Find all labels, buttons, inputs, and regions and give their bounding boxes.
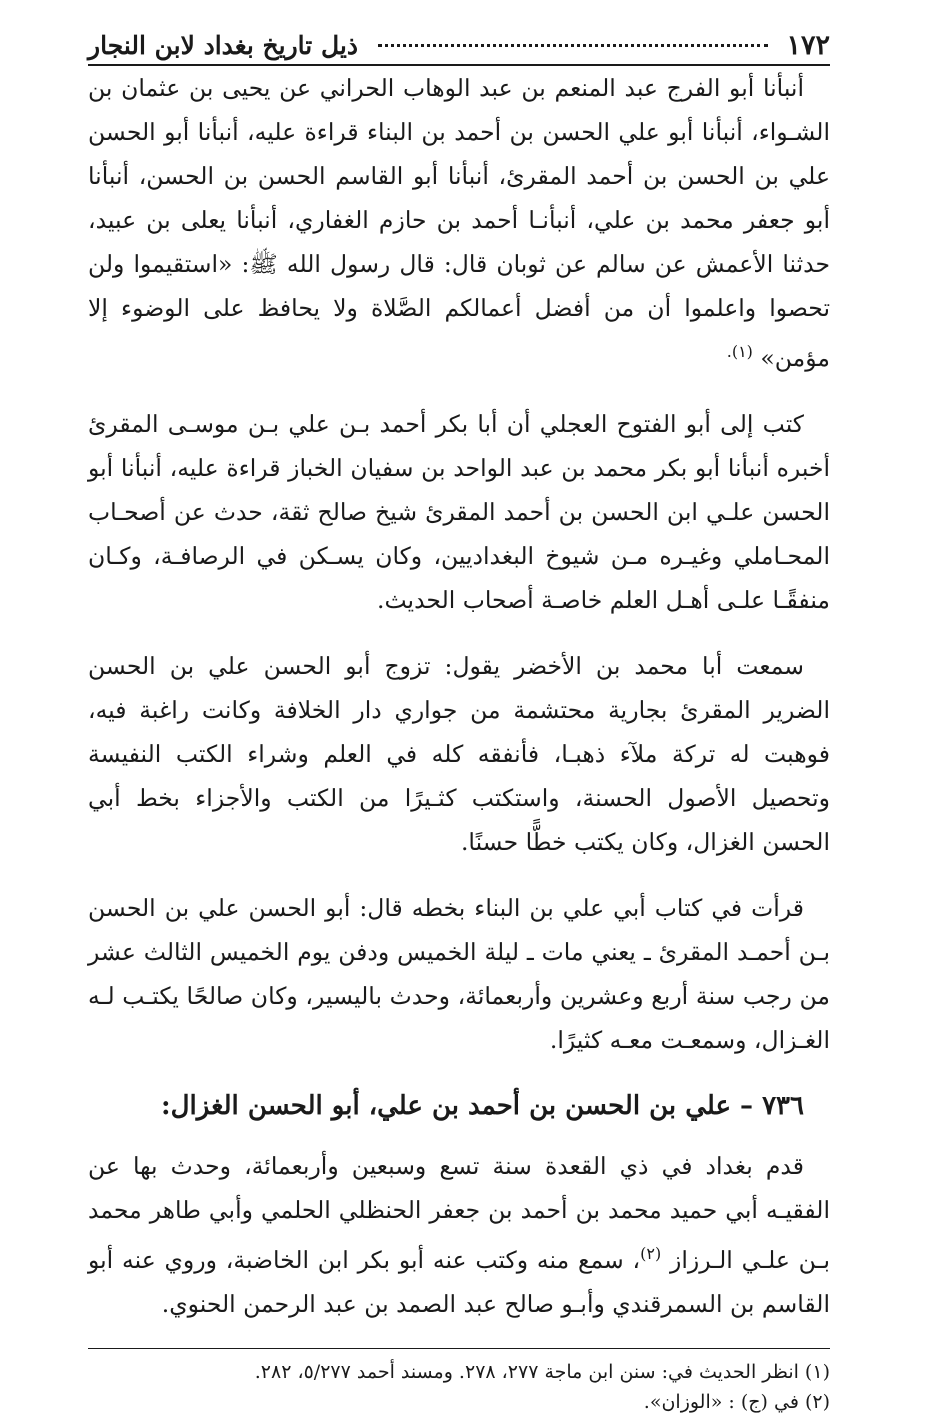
paragraph-abu-alfutuh	[88, 402, 830, 622]
header-dotted-leader	[378, 44, 768, 47]
paragraph-text: قرأت في كتاب أبي علي بن البناء بخطه قال: أبو الحسن علي بن الحسن بـن أحمـد المقرئ ـ يعني مات ـ ليلة الخميس ودفن يوم الخميس الثالث عشر من رجب سنة أربع وعشرين وأربعمائة، وحدث باليسير، وكان صالحًا يكتـب لـه الغـزال، وسمعـت معـه كثيرًا.	[88, 894, 830, 1054]
paragraph-hadith-chain	[88, 66, 830, 380]
page-header	[88, 28, 830, 66]
footnote-1: (١) انظر الحديث في: سنن ابن ماجة ٢٧٧، ٢٧٨. ومسند أحمد ٥/٢٧٧، ٢٨٢.	[254, 1361, 830, 1383]
paragraph-text: أنبأنا أبو الفرج عبد المنعم بن عبد الوهاب الحراني عن يحيى بن عثمان بن الشـواء، أنبأنا أبو علي الحسن بن أحمد بن البناء قراءة عليه، أنبأنا أبو الحسن علي بن الحسن بن أحمد المقرئ، أنبأنا أبو القاسم الحسن بن الحسن، أنبأنا أبو جعفر محمد بن علي، أنبأنـا أحمد بن حازم الغفاري، أنبأنا يعلى بن عبيد، حدثنا الأعمش عن سالم عن ثوبان قال: قال رسول الله ﷺ: «استقيموا ولن تحصوا واعلموا أن من أفضل أعمالكم الصَّلاة ولا يحافظ على الوضوء إلا مؤمن»	[88, 74, 830, 372]
paragraph-text-continued: ، سمع منه وكتب عنه أبو بكر ابن الخاضبة، وروي عنه أبو القاسم بن السمرقندي وأبـو صالح عبد الصمد بن عبد الرحمن الحنوي.	[88, 1246, 830, 1318]
paragraph-ibn-alakhdar	[88, 644, 830, 864]
paragraph-text: كتب إلى أبو الفتوح العجلي أن أبا بكر أحمد بـن علي بـن موسـى المقرئ أخبره أنبأنا أبو بكر محمد بن عبد الواحد بن سفيان الخباز قراءة عليه، أنبأنا أبو الحسن علـي ابن الحسن بن أحمد المقرئ شيخ صالح ثقة، حدث عن أصحـاب المحـاملي وغيـره مـن شيوخ البغداديين، وكان يسـكن في الرصافـة، وكـان منفقًـا علـى أهـل العلم خاصـة أصحاب الحديث.	[88, 410, 830, 614]
page-number: ١٧٢	[786, 30, 830, 61]
footnote-2: (٢) في (ج) : «الوزان».	[643, 1391, 830, 1413]
running-title: ذيل تاريخ بغداد لابن النجار	[88, 31, 358, 60]
paragraph-text: قدم بغداد في ذي القعدة سنة تسع وسبعين وأربعمائة، وحدث بها عن الفقيـه أبي حميد محمد بن أحمد بن جعفر الحنظلي الحلمي وأبي طاهر محمد بـن علـي الـرزاز	[88, 1152, 831, 1274]
paragraph-ibn-albanna	[88, 886, 830, 1062]
page-body	[88, 66, 830, 1417]
paragraph-text: سمعت أبا محمد بن الأخضر يقول: تزوج أبو الحسن علي بن الحسن الضرير المقرئ بجارية محتشمة من جواري دار الخلافة وكانت راغبة فيه، فوهبت له تركة ملآء ذهبـا، فأنفقه كله في العلم وشراء الكتب النفيسة وتحصيل الأصول الحسنة، واستكتب كثـيرًا من الكتب والأجزاء بخط أبي الحسن الغزال، وكان يكتب خطًّا حسنًا.	[88, 652, 830, 856]
paragraph-entry-body	[88, 1144, 830, 1326]
footnote-ref: (٢)	[640, 1244, 662, 1263]
entry-title: ٧٣٦ – علي بن الحسن بن أحمد بن علي، أبو الحسن الغزال:	[161, 1091, 804, 1121]
footnote-divider	[88, 1348, 830, 1349]
footnote-ref: (١).	[726, 342, 753, 361]
